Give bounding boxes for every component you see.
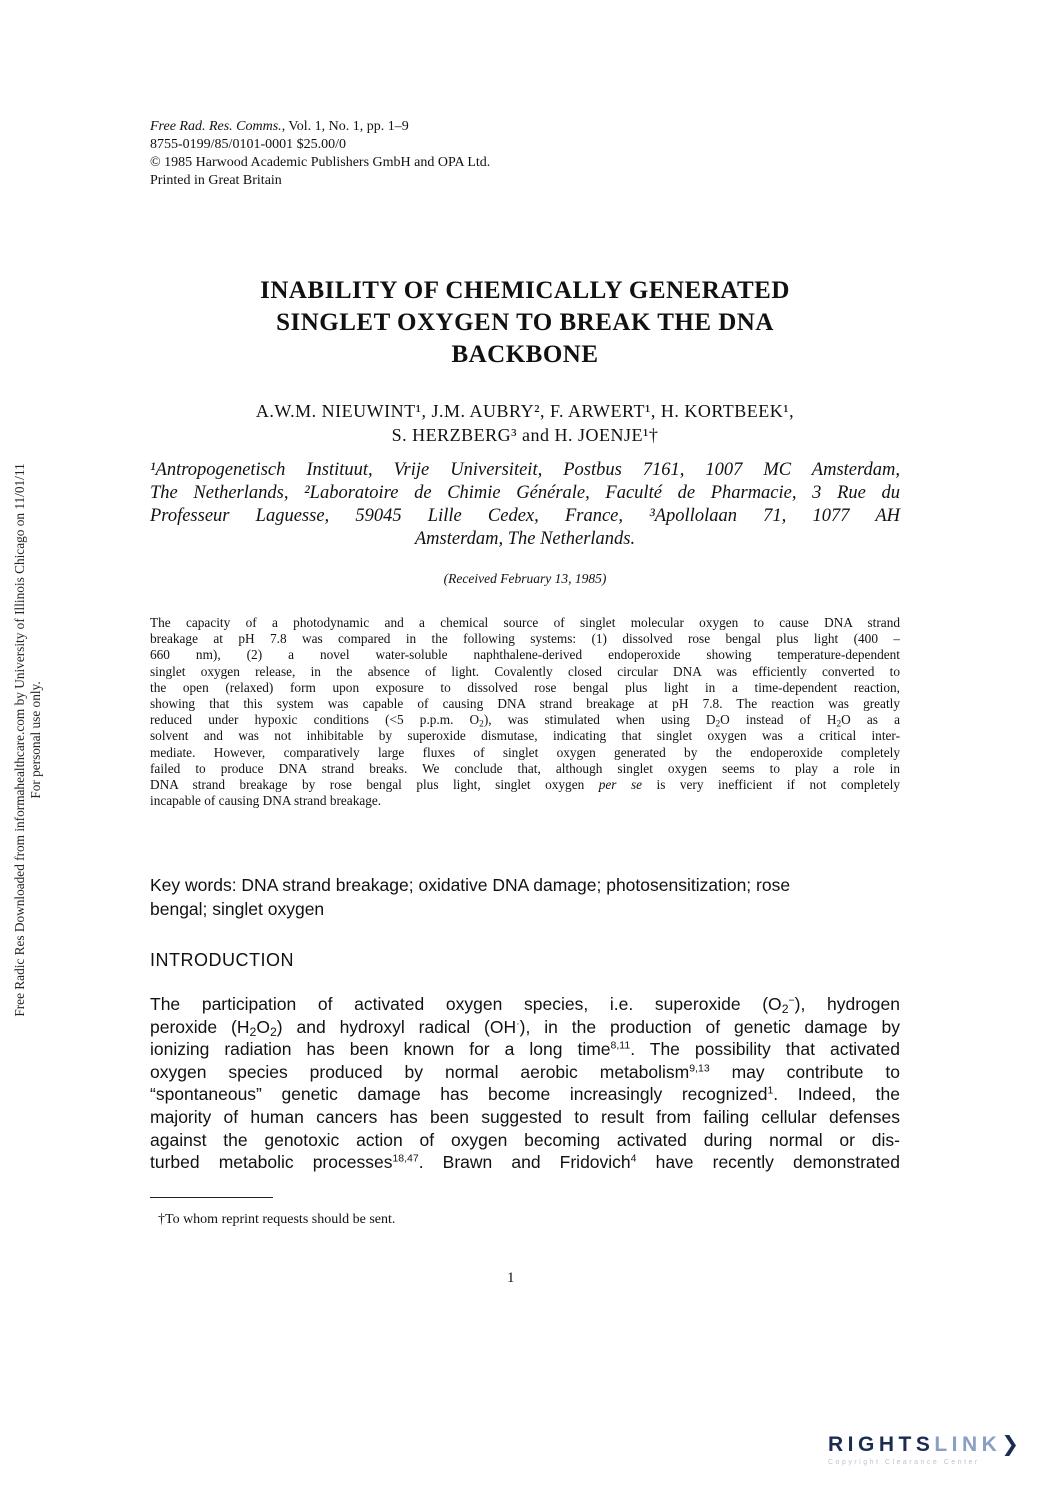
received-date: (Received February 13, 1985) — [443, 571, 607, 586]
text-run: ionizing radiation has been known for a long time — [150, 1039, 611, 1060]
body-line: against the genotoxic action of oxygen becoming activated during normal or dis- — [150, 1129, 900, 1150]
body-line — [150, 1038, 900, 1061]
text-run: oxygen species produced by normal aerobic metabolism — [150, 1061, 690, 1082]
download-notice-line2: For personal use only. — [28, 681, 43, 799]
body-line — [150, 1151, 900, 1174]
rightslink-wordmark — [828, 1432, 1024, 1457]
affiliation-line: The Netherlands, ²Laboratoire de Chimie Générale, Faculté de Pharmacie, 3 Rue du — [150, 483, 900, 503]
footnote-rule — [150, 1197, 273, 1198]
keywords-line: bengal; singlet oxygen — [150, 899, 325, 919]
body-line — [150, 993, 900, 1016]
citation-ref: 4 — [630, 1152, 637, 1165]
text-run: turbed metabolic processes — [150, 1152, 393, 1173]
text-run: ), was stimulated when using D — [483, 712, 716, 728]
logo-link: LINK — [934, 1433, 1002, 1456]
abstract-line: singlet oxygen release, in the absence of light. Covalently closed circular DNA was efficiently converted to — [150, 663, 900, 679]
citation-ref: 8,11 — [610, 1039, 631, 1052]
abstract-line: solvent and was not inhibitable by superoxide dismutase, indicating that singlet oxygen was a critical inter- — [150, 728, 900, 744]
journal-header — [150, 118, 490, 190]
body-line — [150, 1016, 900, 1039]
rightslink-logo[interactable] — [828, 1432, 1024, 1474]
text-run: may contribute to — [709, 1061, 900, 1082]
text-run: O — [256, 1016, 270, 1037]
text-run: reduced under hypoxic conditions (<5 p.p.m. O — [150, 712, 480, 728]
copyright: © 1985 Harwood Academic Publishers GmbH and OPA Ltd. — [150, 155, 491, 170]
text-run: DNA strand breakage by rose bengal plus light, singlet oxygen — [150, 777, 599, 793]
body-text — [150, 993, 900, 1174]
page-number: 1 — [507, 1270, 515, 1286]
text-run: O as a — [841, 712, 900, 728]
download-notice-line1: Free Radic Res Downloaded from informahealthcare.com by University of Illinois Chicago on 11/01/11 — [12, 463, 27, 1017]
text-run: . Brawn and Fridovich — [418, 1152, 631, 1173]
text-run: is very inefficient if not completely — [642, 777, 901, 793]
text-run: peroxide (H — [150, 1016, 250, 1037]
journal-citation — [150, 118, 490, 136]
superscript: − — [788, 994, 795, 1007]
abstract-line: incapable of causing DNA strand breakage. — [150, 793, 382, 809]
abstract-line: failed to produce DNA strand breaks. We conclude that, although singlet oxygen seems to play a role in — [150, 760, 900, 776]
text-run: . Indeed, the — [773, 1084, 900, 1105]
download-notice — [12, 380, 52, 1100]
author-line: S. HERZBERG³ and H. JOENJE¹† — [391, 425, 659, 445]
footnote: †To whom reprint requests should be sent. — [158, 1212, 396, 1227]
italic-run: per se — [598, 777, 643, 793]
affiliation-line: Professeur Laguesse, 59045 Lille Cedex, France, ³Apollolaan 71, 1077 AH — [150, 506, 900, 526]
subscript: 2 — [836, 719, 842, 730]
citation-ref: 1 — [767, 1085, 774, 1098]
logo-rights: RIGHTS — [828, 1433, 935, 1456]
text-run: have recently demonstrated — [636, 1152, 900, 1173]
text-run: . The possibility that activated — [630, 1039, 901, 1060]
keywords — [150, 873, 900, 921]
superscript: · — [516, 1017, 520, 1030]
text-run: “spontaneous” genetic damage has become increasingly recognized — [150, 1084, 768, 1105]
affiliations — [150, 459, 900, 551]
subscript: 2 — [269, 1024, 277, 1039]
subscript: 2 — [479, 719, 484, 730]
text-run: ), hydrogen — [794, 994, 901, 1014]
abstract-line: showing that this system was capable of causing DNA strand breakage at pH 7.8. The reaction was greatly — [150, 696, 900, 712]
keywords-line: Key words: DNA strand breakage; oxidative DNA damage; photosensitization; rose — [150, 875, 791, 895]
section-heading: INTRODUCTION — [150, 950, 294, 970]
author-line: A.W.M. NIEUWINT¹, J.M. AUBRY², F. ARWERT¹, H. KORTBEEK¹, — [255, 401, 795, 421]
journal-name: Free Rad. Res. Comms. — [150, 119, 282, 134]
body-line — [150, 1061, 900, 1084]
affiliation-line: ¹Antropogenetisch Instituut, Vrije Universiteit, Postbus 7161, 1007 MC Amsterdam, — [150, 460, 900, 480]
text-run: The participation of activated oxygen species, i.e. superoxide (O — [150, 994, 782, 1014]
arrow-icon: ❯ — [1001, 1433, 1024, 1456]
citation-ref: 18,47 — [392, 1152, 419, 1165]
abstract-line — [150, 712, 900, 728]
abstract-line: breakage at pH 7.8 was compared in the following systems: (1) dissolved rose bengal plus light (400 – — [150, 631, 900, 647]
logo-subtitle: Copyright Clearance Center — [828, 1459, 980, 1466]
title-line: SINGLET OXYGEN TO BREAK THE DNA — [276, 309, 774, 336]
subscript: 2 — [715, 719, 721, 730]
printed-in: Printed in Great Britain — [150, 173, 282, 188]
abstract-line — [150, 777, 900, 793]
text-run: ) and hydroxyl radical (OH — [276, 1016, 517, 1037]
text-run: O instead of H — [720, 712, 837, 728]
issn: 8755-0199/85/0101-0001 $25.00/0 — [150, 137, 346, 152]
subscript: 2 — [781, 1002, 789, 1017]
body-line: majority of human cancers has been suggested to result from failing cellular defenses — [150, 1106, 900, 1127]
citation-ref: 9,13 — [689, 1062, 710, 1075]
title-line: INABILITY OF CHEMICALLY GENERATED — [260, 277, 790, 304]
paper-title — [150, 275, 900, 371]
abstract-line: The capacity of a photodynamic and a chemical source of singlet molecular oxygen to cause DNA strand — [150, 615, 900, 630]
affiliation-line: Amsterdam, The Netherlands. — [414, 529, 636, 549]
abstract-line: 660 nm), (2) a novel water-soluble naphthalene-derived endoperoxide showing temperature-dependent — [150, 647, 900, 663]
author-list — [150, 399, 900, 447]
journal-details: , Vol. 1, No. 1, pp. 1–9 — [281, 119, 409, 134]
abstract — [150, 615, 900, 809]
body-line — [150, 1083, 900, 1106]
text-run: ), in the production of genetic damage by — [519, 1016, 900, 1037]
subscript: 2 — [249, 1024, 257, 1039]
abstract-line: mediate. However, comparatively large fluxes of singlet oxygen generated by the endoperoxide completely — [150, 744, 900, 760]
abstract-line: the open (relaxed) form upon exposure to dissolved rose bengal plus light in a time-dependent reaction, — [150, 679, 900, 695]
title-line: BACKBONE — [451, 341, 599, 368]
